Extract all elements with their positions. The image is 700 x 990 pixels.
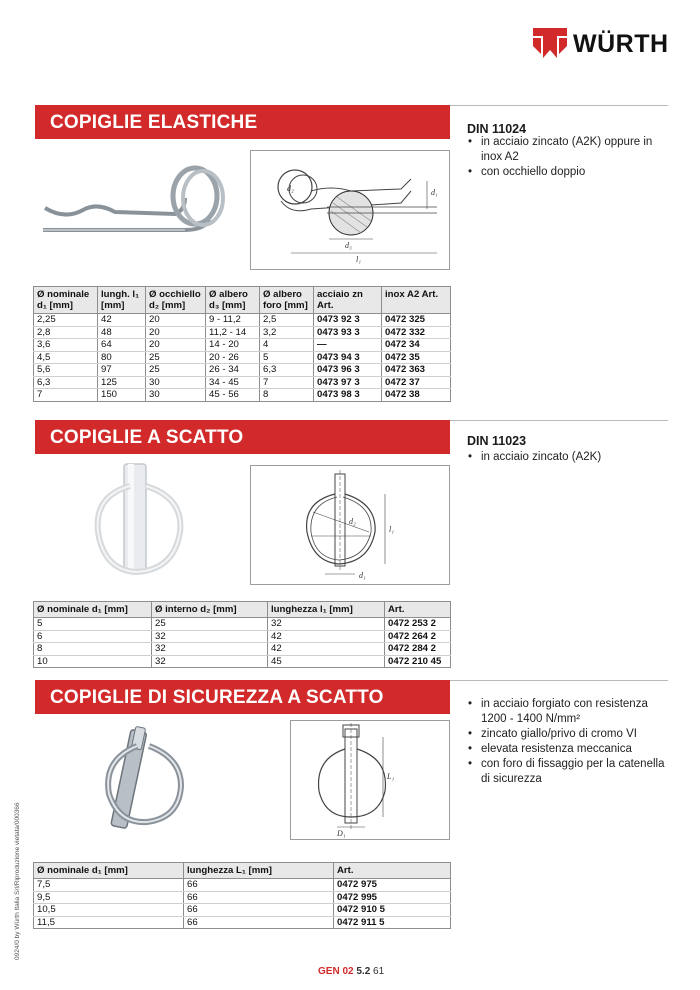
table-cell: 14 - 20 [206,339,260,352]
table-cell: 42 [268,643,385,656]
table-row [34,618,451,631]
dim-label-l1: L₁ [387,772,395,781]
table-header-cell: Ø albero foro [mm] [260,287,314,314]
table-header-cell: Art. [385,602,451,618]
table-cell: 6 [34,630,152,643]
table-cell: 9 - 11,2 [206,314,260,327]
table-cell: 8 [260,389,314,402]
feature-item: • in acciaio zincato (A2K) [467,450,667,465]
table-header-cell: Ø nominale d₁ [mm] [34,602,152,618]
page-number: 61 [373,966,385,977]
table-cell: 0473 93 3 [314,326,382,339]
section-title: COPIGLIE A SCATTO [50,427,244,448]
section-title: COPIGLIE ELASTICHE [50,112,258,133]
table-row [34,904,451,917]
feature-list [467,450,667,465]
table-header-row [34,602,451,618]
table-cell: 42 [98,314,146,327]
table-cell: 0472 911 5 [334,916,451,929]
table-cell: 10 [34,655,152,668]
table-cell: 0472 995 [334,891,451,904]
table-cell: 30 [146,376,206,389]
table-cell: 2,8 [34,326,98,339]
table-row [34,364,451,377]
table-header-cell: Art. [334,863,451,879]
table-cell: 10,5 [34,904,184,917]
technical-drawing [290,720,450,840]
table-header-cell: lunghezza L₁ [mm] [184,863,334,879]
table-cell: 6,3 [34,376,98,389]
table-cell: 20 [146,314,206,327]
table-row [34,630,451,643]
table-row [34,351,451,364]
table-cell: 26 - 34 [206,364,260,377]
table-row [34,339,451,352]
section-banner-sicurezza [35,680,450,714]
table-cell: 64 [98,339,146,352]
table-cell: 5 [34,618,152,631]
dim-label-d1: d₁ [359,571,366,580]
table-cell: 4 [260,339,314,352]
table-row [34,916,451,929]
table-cell: 66 [184,916,334,929]
spec-table-scatto [33,601,451,668]
table-cell: 7 [260,376,314,389]
table-cell: — [314,339,382,352]
dim-label-d2: d₂ [287,184,294,193]
feature-item: • con occhiello doppio [467,165,667,180]
technical-drawing [250,465,450,585]
table-cell: 25 [146,364,206,377]
table-cell: 97 [98,364,146,377]
table-row [34,643,451,656]
table-cell: 0472 37 [382,376,451,389]
table-cell: 0472 910 5 [334,904,451,917]
elastic-cotter-photo [35,160,235,250]
table-cell: 0472 363 [382,364,451,377]
table-row [34,326,451,339]
table-cell: 5 [260,351,314,364]
wurth-logo-icon [533,28,567,58]
table-header-cell: Ø interno d₂ [mm] [152,602,268,618]
table-row [34,891,451,904]
table-header-cell: Ø nominale d₁ [mm] [34,287,98,314]
table-cell: 25 [146,351,206,364]
din-label: DIN 11024 [467,122,527,136]
brand-name: WÜRTH [573,30,669,58]
table-cell: 20 [146,339,206,352]
table-row [34,655,451,668]
table-header-cell: lungh. l₁ [mm] [98,287,146,314]
spec-table-elastiche [33,286,451,402]
technical-drawing [250,150,450,270]
table-row [34,389,451,402]
section-banner-scatto [35,420,450,454]
table-cell: 0472 264 2 [385,630,451,643]
table-header-cell: inox A2 Art. [382,287,451,314]
table-cell: 11,2 - 14 [206,326,260,339]
table-cell: 0473 94 3 [314,351,382,364]
wurth-logo [533,26,673,62]
table-cell: 7,5 [34,879,184,892]
safety-lynch-pin-photo [95,720,195,835]
table-header-row [34,287,451,314]
table-cell: 6,3 [260,364,314,377]
table-cell: 0472 38 [382,389,451,402]
table-cell: 66 [184,879,334,892]
side-copyright-note: 0924/0 by Würth Italia Srl/Riproduzione vietata/000366 [14,802,21,960]
table-cell: 0472 975 [334,879,451,892]
section-rule [450,420,668,421]
section-rule [450,105,668,106]
table-cell: 66 [184,891,334,904]
table-cell: 25 [152,618,268,631]
table-cell: 0472 253 2 [385,618,451,631]
table-header-cell: acciaio zn Art. [314,287,382,314]
table-cell: 0473 98 3 [314,389,382,402]
linch-pin-photo [90,460,190,580]
table-header-cell: lunghezza l₁ [mm] [268,602,385,618]
table-cell: 48 [98,326,146,339]
table-cell: 0472 284 2 [385,643,451,656]
feature-item: • zincato giallo/privo di cromo VI [467,727,672,742]
table-cell: 0473 92 3 [314,314,382,327]
table-cell: 45 [268,655,385,668]
table-cell: 0472 35 [382,351,451,364]
table-cell: 32 [152,643,268,656]
table-cell: 0473 96 3 [314,364,382,377]
dim-label-d1: d₁ [431,188,438,197]
table-header-cell: Ø nominale d₁ [mm] [34,863,184,879]
table-cell: 4,5 [34,351,98,364]
feature-list [467,135,667,180]
table-cell: 66 [184,904,334,917]
feature-item: • elevata resistenza meccanica [467,742,672,757]
table-cell: 32 [152,655,268,668]
table-cell: 0472 332 [382,326,451,339]
table-header-cell: Ø albero d₃ [mm] [206,287,260,314]
spec-table-sicurezza [33,862,451,929]
table-cell: 11,5 [34,916,184,929]
table-cell: 80 [98,351,146,364]
table-cell: 42 [268,630,385,643]
table-cell: 20 [146,326,206,339]
section-banner-elastiche [35,105,450,139]
table-cell: 30 [146,389,206,402]
catalog-code: GEN 02 [318,966,354,977]
table-cell: 8 [34,643,152,656]
table-cell: 2,5 [260,314,314,327]
page-footer [318,966,384,977]
table-cell: 34 - 45 [206,376,260,389]
table-cell: 9,5 [34,891,184,904]
section-title: COPIGLIE DI SICUREZZA A SCATTO [50,687,384,708]
feature-item: • con foro di fissaggio per la catenella di sicurezza [467,757,672,787]
safety-lynch-pin-drawing [291,721,449,839]
table-cell: 45 - 56 [206,389,260,402]
table-header-cell: Ø occhiello d₂ [mm] [146,287,206,314]
table-cell: 3,2 [260,326,314,339]
table-cell: 0472 210 45 [385,655,451,668]
din-label: DIN 11023 [467,434,527,448]
table-cell: 7 [34,389,98,402]
dim-label-d1: D₁ [337,829,346,838]
feature-list [467,697,672,787]
table-cell: 3,6 [34,339,98,352]
table-cell: 32 [268,618,385,631]
table-cell: 5,6 [34,364,98,377]
table-row [34,314,451,327]
feature-item: • in acciaio zincato (A2K) oppure in inox A2 [467,135,667,165]
elastic-cotter-drawing [251,151,449,269]
dim-label-l1: l₁ [356,255,362,264]
section-rule [450,680,668,681]
linch-pin-drawing [251,466,449,584]
table-cell: 125 [98,376,146,389]
table-cell: 0473 97 3 [314,376,382,389]
table-row [34,879,451,892]
dim-label-l1: l₁ [389,525,395,534]
table-cell: 2,25 [34,314,98,327]
table-cell: 150 [98,389,146,402]
feature-item: • in acciaio forgiato con resistenza 1200 - 1400 N/mm² [467,697,672,727]
table-cell: 0472 34 [382,339,451,352]
dim-label-d3: d₃ [345,241,352,250]
chapter-number: 5.2 [356,966,371,977]
table-header-row [34,863,451,879]
table-cell: 20 - 26 [206,351,260,364]
table-cell: 32 [152,630,268,643]
table-row [34,376,451,389]
table-cell: 0472 325 [382,314,451,327]
dim-label-d2: d₂ [349,517,356,526]
